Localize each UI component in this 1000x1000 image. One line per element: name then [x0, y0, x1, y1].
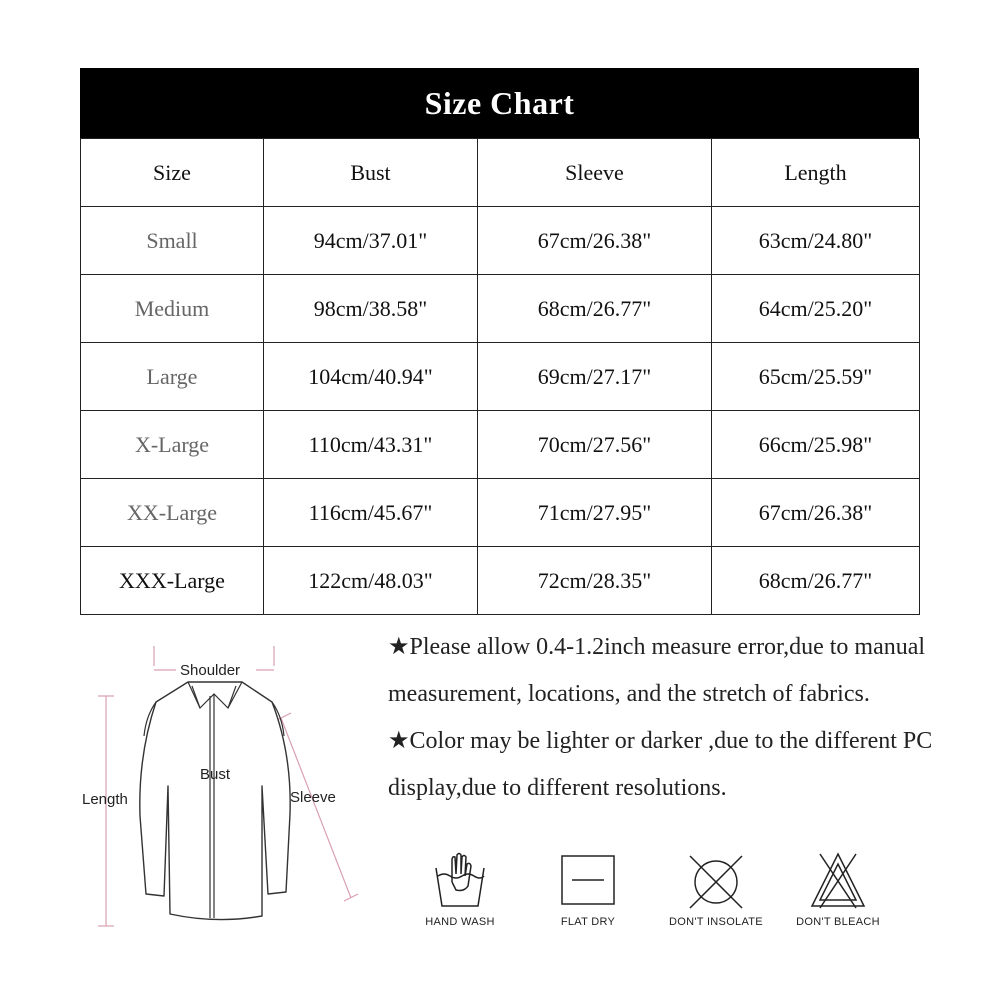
- dont-bleach-icon: [806, 850, 870, 910]
- size-cell: Small: [81, 207, 264, 275]
- sleeve-cell: 71cm/27.95": [478, 479, 712, 547]
- length-cell: 63cm/24.80": [712, 207, 920, 275]
- sleeve-cell: 67cm/26.38": [478, 207, 712, 275]
- size-cell: Large: [81, 343, 264, 411]
- bust-cell: 104cm/40.94": [264, 343, 478, 411]
- care-label: FLAT DRY: [560, 916, 616, 928]
- table-row: [81, 411, 920, 479]
- chart-title: Size Chart: [80, 68, 919, 138]
- note-color: ★Color may be lighter or darker ,due to the different PC display,due to different resolutions.: [388, 728, 933, 801]
- care-label: DON'T BLEACH: [796, 916, 880, 928]
- bust-label: Bust: [200, 766, 231, 783]
- care-dont-insolate: [656, 850, 776, 928]
- note-measure-error: ★Please allow 0.4-1.2inch measure error,due to manual measurement, locations, and the stretch of fabrics.: [388, 634, 926, 707]
- sleeve-cell: 72cm/28.35": [478, 547, 712, 615]
- sleeve-cell: 68cm/26.77": [478, 275, 712, 343]
- care-label: HAND WASH: [425, 916, 495, 928]
- length-label: Length: [82, 791, 128, 808]
- bust-cell: 98cm/38.58": [264, 275, 478, 343]
- sleeve-label: Sleeve: [290, 789, 336, 806]
- care-flat-dry: [528, 850, 648, 928]
- dont-insolate-icon: [684, 850, 748, 910]
- measurement-diagram: [76, 636, 366, 928]
- notes: [388, 624, 968, 812]
- care-hand-wash: [400, 850, 520, 928]
- size-cell: X-Large: [81, 411, 264, 479]
- bust-cell: 122cm/48.03": [264, 547, 478, 615]
- care-label: DON'T INSOLATE: [669, 916, 763, 928]
- size-chart: [80, 68, 919, 615]
- table-row: [81, 547, 920, 615]
- size-cell: XX-Large: [81, 479, 264, 547]
- header-row: [81, 139, 920, 207]
- header-bust: Bust: [264, 139, 478, 207]
- length-cell: 66cm/25.98": [712, 411, 920, 479]
- size-cell: XXX-Large: [81, 547, 264, 615]
- size-cell: Medium: [81, 275, 264, 343]
- length-cell: 64cm/25.20": [712, 275, 920, 343]
- table-row: [81, 343, 920, 411]
- table-row: [81, 207, 920, 275]
- bust-cell: 110cm/43.31": [264, 411, 478, 479]
- header-size: Size: [81, 139, 264, 207]
- sleeve-cell: 69cm/27.17": [478, 343, 712, 411]
- table-row: [81, 479, 920, 547]
- care-dont-bleach: [778, 850, 898, 928]
- length-cell: 68cm/26.77": [712, 547, 920, 615]
- sleeve-cell: 70cm/27.56": [478, 411, 712, 479]
- table-row: [81, 275, 920, 343]
- header-sleeve: Sleeve: [478, 139, 712, 207]
- length-cell: 65cm/25.59": [712, 343, 920, 411]
- bust-cell: 116cm/45.67": [264, 479, 478, 547]
- hand-wash-icon: [430, 850, 490, 910]
- header-length: Length: [712, 139, 920, 207]
- size-table: [80, 138, 920, 615]
- bust-cell: 94cm/37.01": [264, 207, 478, 275]
- shoulder-label: Shoulder: [180, 662, 241, 679]
- length-cell: 67cm/26.38": [712, 479, 920, 547]
- flat-dry-icon: [558, 850, 618, 910]
